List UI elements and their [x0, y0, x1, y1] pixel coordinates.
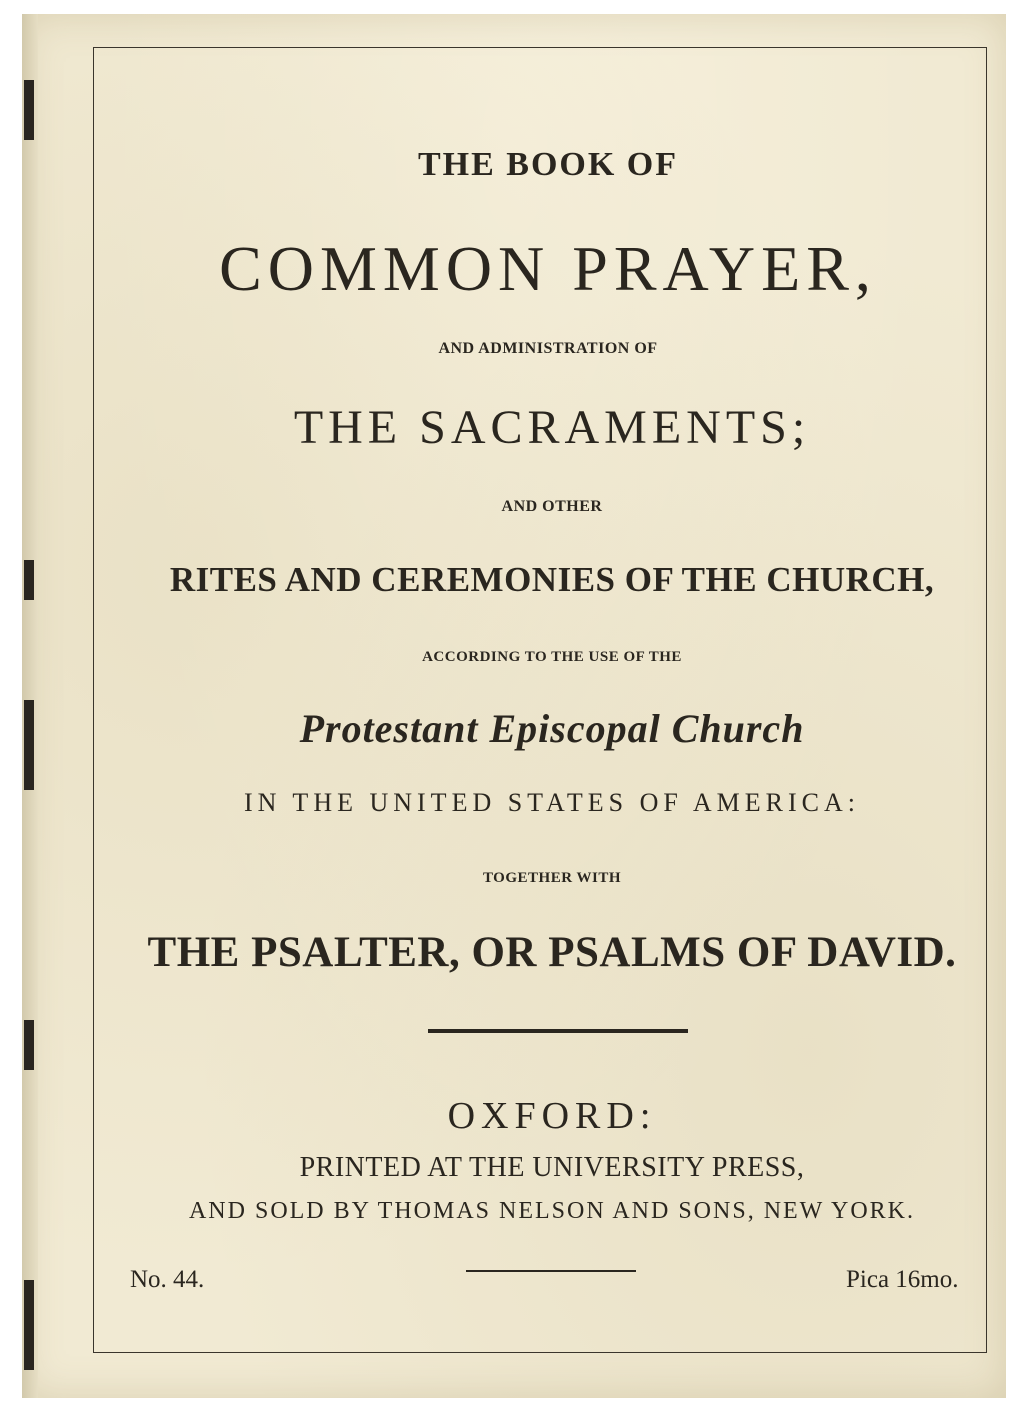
- footer-rule: [466, 1270, 636, 1272]
- imprint-printed: PRINTED AT THE UNIVERSITY PRESS,: [299, 1152, 805, 1183]
- imprint-sold: AND SOLD BY THOMAS NELSON AND SONS, NEW YORK.: [188, 1198, 916, 1224]
- title-line-rites: RITES AND CEREMONIES OF THE CHURCH,: [169, 560, 935, 599]
- imprint-place: OXFORD:: [447, 1095, 657, 1137]
- binding-mark: [24, 700, 34, 790]
- edition-number: No. 44.: [130, 1266, 205, 1293]
- edition-format: Pica 16mo.: [846, 1266, 959, 1293]
- title-line-psalter: THE PSALTER, OR PSALMS OF DAVID.: [147, 929, 957, 976]
- title-line-administration: AND ADMINISTRATION OF: [438, 340, 658, 357]
- title-line-book-of: THE BOOK OF: [417, 146, 679, 183]
- title-line-common-prayer: COMMON PRAYER,: [219, 233, 877, 304]
- binding-mark: [24, 80, 34, 140]
- binding-mark: [24, 560, 34, 600]
- binding-mark: [24, 1280, 34, 1370]
- title-line-according: ACCORDING TO THE USE OF THE: [422, 649, 682, 665]
- binding-mark: [24, 1020, 34, 1070]
- title-line-sacraments: THE SACRAMENTS;: [293, 401, 811, 454]
- title-line-together: TOGETHER WITH: [482, 870, 622, 886]
- title-line-church-name: Protestant Episcopal Church: [299, 706, 805, 751]
- divider-rule: [428, 1029, 688, 1033]
- title-line-united-states: IN THE UNITED STATES OF AMERICA:: [243, 788, 861, 817]
- title-line-and-other: AND OTHER: [501, 498, 603, 515]
